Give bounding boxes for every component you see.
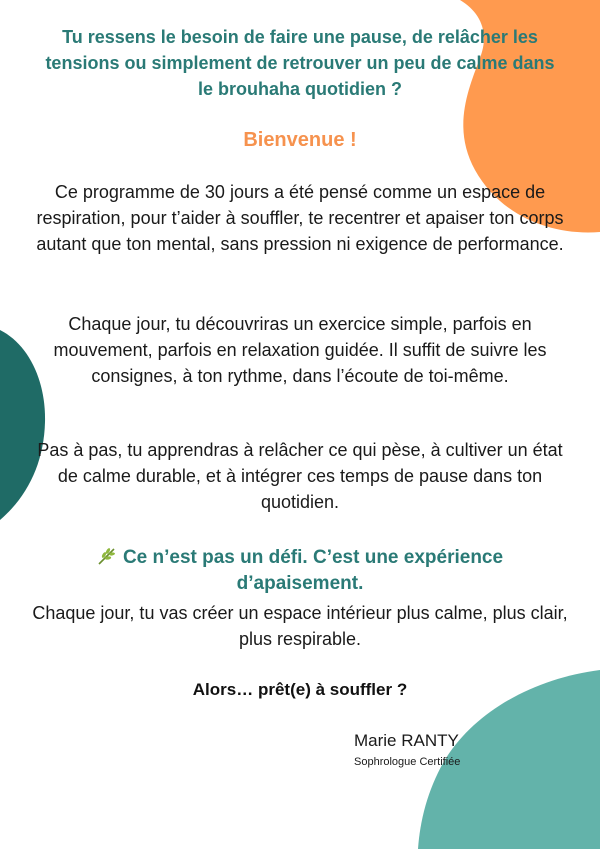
closing-question: Alors… prêt(e) à souffler ? [192,680,408,699]
intro-question: Tu ressens le besoin de faire une pause, de relâcher les tensions ou simplement de retrouver un peu de calme dans le brouhaha quotidien ? [45,27,555,99]
highlight-text: Ce n’est pas un défi. C’est une expérience d’apaisement. [122,547,504,594]
paragraph-program: Ce programme de 30 jours a été pensé comme un espace de respiration, pour t’aider à souffler, te recentrer et apaiser ton corps autant que ton mental, sans pression ni exigence de performance. [36,182,564,254]
signature-title: Sophrologue Certifiée [354,756,461,768]
paragraph-daily-exercise: Chaque jour, tu découvriras un exercice simple, parfois en mouvement, parfois en relaxation guidée. Il suffit de suivre les consignes, à ton rythme, dans l’écoute de toi-même. [53,314,547,386]
highlight-statement [40,545,560,597]
signature-name: Marie RANTY [354,731,459,750]
welcome-heading: Bienvenue ! [243,129,357,151]
leaf-sprig-icon [97,547,117,565]
paragraph-inner-space: Chaque jour, tu vas créer un espace intérieur plus calme, plus clair, plus respirable. [32,603,568,649]
paragraph-step-by-step: Pas à pas, tu apprendras à relâcher ce qui pèse, à cultiver un état de calme durable, et à intégrer ces temps de pause dans ton quotidien. [37,440,563,512]
